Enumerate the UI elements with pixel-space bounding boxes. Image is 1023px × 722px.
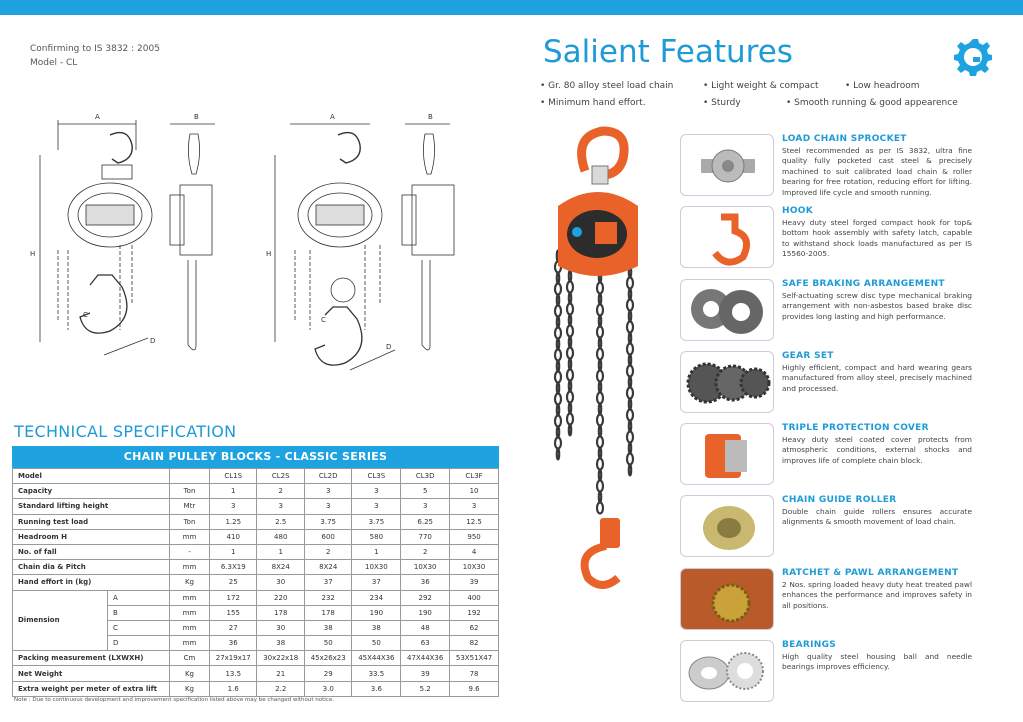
chain-link [569, 425, 571, 436]
model-info [30, 42, 160, 70]
table-cell: 21 [257, 666, 304, 681]
feature-title: BEARINGS [782, 640, 837, 650]
table-cell: 30x22x18 [257, 651, 304, 666]
chain-link [597, 503, 603, 514]
table-cell: 1.25 [210, 514, 257, 529]
chain-link [569, 293, 571, 304]
dim-label-a: A [95, 113, 100, 121]
page-title: Salient Features [543, 34, 793, 70]
table-cell: 6.25 [401, 514, 450, 529]
table-cell: 4 [450, 544, 499, 559]
row-unit: Ton [170, 514, 210, 529]
bullet-item: • Gr. 80 alloy steel load chain [540, 81, 674, 91]
feature-description: High quality steel housing ball and needle bearings improves efficiency. [782, 652, 972, 672]
chain-link [597, 305, 603, 316]
table-cell: 3.0 [304, 681, 351, 696]
table-cell: 10X30 [450, 560, 499, 575]
row-unit: Kg [170, 575, 210, 590]
feature-title: RATCHET & PAWL ARRANGEMENT [782, 568, 959, 578]
row-unit: mm [170, 620, 210, 635]
table-row [13, 469, 499, 484]
dim-label-c: C [321, 316, 326, 324]
feature-title: SAFE BRAKING ARRANGEMENT [782, 279, 945, 289]
row-label: Extra weight per meter of extra lift [13, 681, 170, 696]
table-cell: CL2S [257, 469, 304, 484]
gear-set-icon [680, 351, 774, 413]
table-cell: 5.2 [401, 681, 450, 696]
row-label: Standard lifting height [13, 499, 170, 514]
table-cell: 36 [401, 575, 450, 590]
table-cell: 2 [401, 544, 450, 559]
table-cell: 8X24 [304, 560, 351, 575]
chain-link [629, 333, 631, 344]
chain-link [557, 317, 559, 328]
dim-label-a: A [330, 113, 335, 121]
chain-link [599, 404, 601, 415]
chain-link [597, 459, 603, 470]
table-cell: 30 [257, 620, 304, 635]
chain-link [567, 326, 573, 337]
feature-description: Heavy duty steel forged compact hook for top& bottom hook assembly with safety latch, capable to withstand shock loads manufactured as per IS 15560-2005. [782, 218, 972, 259]
row-unit: Kg [170, 681, 210, 696]
chain-link [557, 427, 559, 438]
standard-text: Confirming to IS 3832 : 2005 [30, 44, 160, 54]
table-cell: 192 [450, 605, 499, 620]
chain-link [597, 371, 603, 382]
table-cell: 29 [304, 666, 351, 681]
table-cell: 1 [210, 544, 257, 559]
chain-link [599, 492, 601, 503]
chain-link [597, 327, 603, 338]
table-cell: 9.6 [450, 681, 499, 696]
table-cell: 400 [450, 590, 499, 605]
table-cell: 3.75 [352, 514, 401, 529]
table-cell: 292 [401, 590, 450, 605]
chain-link [597, 415, 603, 426]
row-unit: mm [170, 605, 210, 620]
chain-link [599, 470, 601, 481]
bullet-item: • Light weight & compact [703, 81, 819, 91]
dim-label-h: H [30, 250, 36, 258]
hook-icon [680, 206, 774, 268]
top-accent-bar [0, 0, 1023, 15]
row-unit: - [170, 544, 210, 559]
dim-label-c: C [83, 311, 88, 319]
table-cell: 232 [304, 590, 351, 605]
table-cell: 10 [450, 484, 499, 499]
table-cell: 53X51X47 [450, 651, 499, 666]
chain-link [567, 348, 573, 359]
table-cell: 37 [352, 575, 401, 590]
table-row [13, 529, 499, 544]
feature-title: GEAR SET [782, 351, 834, 361]
feature-description: Highly efficient, compact and hard wearing gears manufactured from alloy steel, precisely machined and processed. [782, 363, 972, 393]
chain-link [569, 315, 571, 326]
chain-link [629, 311, 631, 322]
table-cell: 33.5 [352, 666, 401, 681]
chain-link [629, 355, 631, 366]
table-cell: 30 [257, 575, 304, 590]
table-cell: 25 [210, 575, 257, 590]
chain-link [599, 294, 601, 305]
chain-link [569, 359, 571, 370]
chain-link [557, 405, 559, 416]
row-unit: mm [170, 636, 210, 651]
dim-label-b: B [194, 113, 199, 121]
chain-link [599, 382, 601, 393]
technical-drawings [20, 110, 480, 380]
table-cell: 3.75 [304, 514, 351, 529]
chain-link [555, 350, 561, 361]
table-row [13, 560, 499, 575]
table-row [13, 651, 499, 666]
table-cell: 63 [401, 636, 450, 651]
table-cell: 38 [352, 620, 401, 635]
chain-link [599, 316, 601, 327]
spec-table-container [12, 446, 499, 697]
table-cell: 580 [352, 529, 401, 544]
roller-icon [680, 495, 774, 557]
spec-table-title: CHAIN PULLEY BLOCKS - CLASSIC SERIES [12, 446, 499, 468]
table-cell: 1 [210, 484, 257, 499]
table-row [13, 681, 499, 696]
chain-link [629, 289, 631, 300]
bearing-icon [680, 640, 774, 702]
brand-logo-icon [952, 36, 994, 76]
chain-link [555, 372, 561, 383]
chain-link [629, 377, 631, 388]
chain-link [567, 392, 573, 403]
table-cell: 12.5 [450, 514, 499, 529]
table-cell: 2 [257, 484, 304, 499]
brake-disc-icon [680, 279, 774, 341]
feature-description: Steel recommended as per IS 3832, ultra fine quality fully pocketed cast steel & precisely machined to suit calibrated load chain & roller bearing for free rotation, reducing effort for lifting. Improved life cycle and smooth running. [782, 146, 972, 197]
bullet-item: • Low headroom [845, 81, 920, 91]
table-cell: 78 [450, 666, 499, 681]
table-cell: CL1S [210, 469, 257, 484]
row-unit: Cm [170, 651, 210, 666]
chain-link [557, 361, 559, 372]
table-cell: 3 [352, 484, 401, 499]
chain-link [599, 360, 601, 371]
chain-hoist-image [540, 126, 650, 596]
table-row [13, 590, 499, 605]
table-cell: 6.3X19 [210, 560, 257, 575]
table-cell: 62 [450, 620, 499, 635]
feature-description: Double chain guide rollers ensures accurate alignments & smooth movement of load chain. [782, 507, 972, 527]
row-unit: Mtr [170, 499, 210, 514]
model-text: Model - CL [30, 58, 78, 68]
table-cell: 1 [352, 544, 401, 559]
chain-link [629, 421, 631, 432]
chain-link [627, 300, 633, 311]
chain-link [629, 443, 631, 454]
table-cell: 38 [257, 636, 304, 651]
table-cell: 155 [210, 605, 257, 620]
chain-link [555, 284, 561, 295]
table-cell: 480 [257, 529, 304, 544]
table-cell: 178 [257, 605, 304, 620]
dimension-sub-label: D [108, 636, 170, 651]
table-cell: 50 [304, 636, 351, 651]
table-row [13, 544, 499, 559]
table-cell: 600 [304, 529, 351, 544]
feature-title: TRIPLE PROTECTION COVER [782, 423, 929, 433]
sprocket-icon [680, 134, 774, 196]
table-cell: 39 [401, 666, 450, 681]
table-cell: 38 [304, 620, 351, 635]
chain-link [557, 449, 559, 460]
row-label: Packing measurement (LXWXH) [13, 651, 170, 666]
chain-link [557, 339, 559, 350]
dimension-label: Dimension [13, 590, 108, 651]
dim-label-d: D [386, 343, 392, 351]
feature-title: LOAD CHAIN SPROCKET [782, 134, 907, 144]
bullet-item: • Minimum hand effort. [540, 98, 646, 108]
spec-table [12, 468, 499, 697]
bullet-item: • Smooth running & good appearence [786, 98, 958, 108]
chain-link [567, 414, 573, 425]
chain-link [555, 394, 561, 405]
chain-link [597, 393, 603, 404]
table-cell: 45X44X36 [352, 651, 401, 666]
chain-link [555, 416, 561, 427]
chain-link [599, 338, 601, 349]
chain-link [569, 403, 571, 414]
chain-link [597, 283, 603, 294]
table-cell: 770 [401, 529, 450, 544]
chain-link [627, 432, 633, 443]
row-label: Running test load [13, 514, 170, 529]
bullet-item: • Sturdy [703, 98, 741, 108]
table-cell: 45x26x23 [304, 651, 351, 666]
chain-link [557, 273, 559, 284]
row-unit: Kg [170, 666, 210, 681]
chain-link [599, 426, 601, 437]
table-cell: 1 [257, 544, 304, 559]
table-cell: 13.5 [210, 666, 257, 681]
table-cell: 190 [401, 605, 450, 620]
table-cell: 3 [450, 499, 499, 514]
chain-link [597, 437, 603, 448]
cover-icon [680, 423, 774, 485]
table-cell: 27 [210, 620, 257, 635]
row-unit: mm [170, 529, 210, 544]
chain-link [627, 454, 633, 465]
table-cell: 1.6 [210, 681, 257, 696]
dimension-sub-label: A [108, 590, 170, 605]
row-unit: Ton [170, 484, 210, 499]
table-cell: 8X24 [257, 560, 304, 575]
table-cell: 3.6 [352, 681, 401, 696]
ratchet-icon [680, 568, 774, 630]
table-cell: 10X30 [401, 560, 450, 575]
table-cell: 2 [304, 544, 351, 559]
table-cell: 39 [450, 575, 499, 590]
table-cell: 48 [401, 620, 450, 635]
table-cell: 234 [352, 590, 401, 605]
chain-link [555, 306, 561, 317]
table-cell: 27x19x17 [210, 651, 257, 666]
chain-link [627, 366, 633, 377]
spec-note: Note : Due to continuous development and improvement specification listed above may be changed without notice. [14, 697, 334, 703]
row-label: Hand effort in (kg) [13, 575, 170, 590]
tech-spec-title: TECHNICAL SPECIFICATION [14, 422, 237, 441]
chain-link [627, 278, 633, 289]
chain-link [629, 399, 631, 410]
feature-description: Heavy duty steel coated cover protects from atmospheric conditions, external shocks and improves life of complete chain block. [782, 435, 972, 465]
chain-link [567, 370, 573, 381]
chain-link [555, 328, 561, 339]
row-label: Model [13, 469, 170, 484]
table-cell: 178 [304, 605, 351, 620]
table-cell: 82 [450, 636, 499, 651]
table-cell: 36 [210, 636, 257, 651]
chain-link [567, 304, 573, 315]
chain-link [599, 448, 601, 459]
table-cell: 2.5 [257, 514, 304, 529]
table-row [13, 666, 499, 681]
table-cell: 190 [352, 605, 401, 620]
dim-label-b: B [428, 113, 433, 121]
chain-link [627, 344, 633, 355]
table-cell: 410 [210, 529, 257, 544]
table-cell: 3 [304, 499, 351, 514]
feature-description: 2 Nos. spring loaded heavy duty heat treated pawl enhances the performance and improves safety in all positions. [782, 580, 972, 610]
chain-link [557, 383, 559, 394]
chain-link [569, 381, 571, 392]
dimension-sub-label: B [108, 605, 170, 620]
chain-link [597, 349, 603, 360]
feature-title: HOOK [782, 206, 814, 216]
chain-link [627, 410, 633, 421]
table-cell: 10X30 [352, 560, 401, 575]
chain-link [569, 337, 571, 348]
table-cell: 950 [450, 529, 499, 544]
row-label: Headroom H [13, 529, 170, 544]
table-row [13, 484, 499, 499]
chain-link [555, 438, 561, 449]
dim-label-h: H [266, 250, 272, 258]
table-cell: CL2D [304, 469, 351, 484]
chain-link [597, 481, 603, 492]
table-cell: CL3F [450, 469, 499, 484]
row-label: Chain dia & Pitch [13, 560, 170, 575]
table-cell: 50 [352, 636, 401, 651]
chain-link [557, 295, 559, 306]
table-cell: 5 [401, 484, 450, 499]
table-cell: 37 [304, 575, 351, 590]
row-unit: mm [170, 590, 210, 605]
row-unit: mm [170, 560, 210, 575]
chain-link [627, 388, 633, 399]
table-cell: 47X44X36 [401, 651, 450, 666]
table-cell: 3 [401, 499, 450, 514]
table-cell: 2.2 [257, 681, 304, 696]
table-row [13, 575, 499, 590]
table-cell: 220 [257, 590, 304, 605]
table-cell: CL3D [401, 469, 450, 484]
table-cell: 3 [304, 484, 351, 499]
dimension-sub-label: C [108, 620, 170, 635]
table-cell: 3 [257, 499, 304, 514]
feature-description: Self-actuating screw disc type mechanical braking arrangement with non-asbestos based brake disc provides long lasting and high performance. [782, 291, 972, 321]
table-cell: 172 [210, 590, 257, 605]
chain-link [567, 282, 573, 293]
feature-title: CHAIN GUIDE ROLLER [782, 495, 897, 505]
chain-link [629, 465, 631, 476]
dim-label-d: D [150, 337, 156, 345]
table-row [13, 514, 499, 529]
chain-link [569, 271, 571, 282]
row-label: No. of fall [13, 544, 170, 559]
chain-link [627, 322, 633, 333]
row-label: Net Weight [13, 666, 170, 681]
row-label: Capacity [13, 484, 170, 499]
table-cell: 3 [352, 499, 401, 514]
row-unit [170, 469, 210, 484]
table-cell: CL3S [352, 469, 401, 484]
table-cell: 3 [210, 499, 257, 514]
table-row [13, 499, 499, 514]
